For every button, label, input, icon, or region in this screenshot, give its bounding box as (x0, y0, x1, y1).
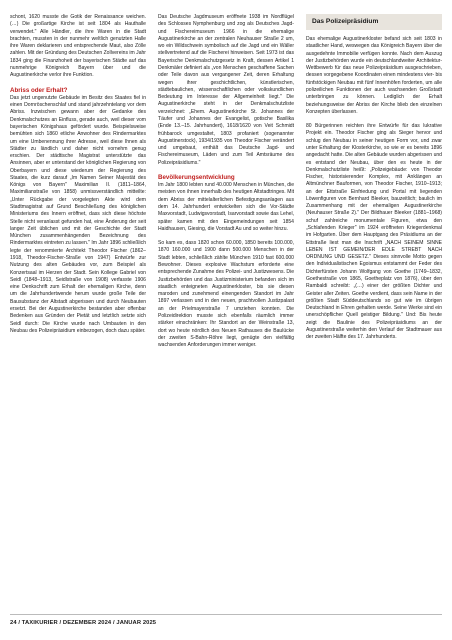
section-heading-bevoelkerung: Bevölkerungsentwicklung (158, 173, 235, 181)
box-title-polizeipraesidium: Das Polizeipräsidium (306, 14, 442, 30)
page-footer: 24 / TAXIKURIER / DEZEMBER 2024 / JANUAR 2025 (10, 620, 157, 626)
paragraph: Das ehemalige Augustinerkloster befand sich seit 1803 in staatlicher Hand, weswegen das Königreich Bayern über die ausgedehnte Immobilie verfügen konnte. Nach dem Auszug der Justizbehörden wurde ein deutschlandweiter Architektur-Wettbewerb für das neue Polizeipräsidium ausgeschrieben, dessen vorgegebene Koordinaten einen mindestens vier- bis fünfstöckigen Neubau mit fünf Innenhöfen forderten, um alle polizeilichen Funktionen der auch wachsenden Großstadt unterbringen zu können. Lediglich der Erhalt beziehungsweise der Abriss der Kirche blieb den einzelnen Konzepten überlassen. (306, 36, 442, 115)
paragraph: Das jetzt ungenutzte Gebäude im Besitz des Staates fiel in einen Dornröschenschlaf und stand jahrzehntelang vor dem Abriss. Inzwischen gewann aber der Gedanke des Denkmalschutzes an Einfluss, gerade auch, weil dieser vom bayerischen Königshaus gefördert wurde. Beispielsweise bemühten sich 1860 etliche Anwohner des Rindermarktes um eine Umbenennung ihrer Adresse, weil diese Ihnen als Städter zu ländlich und daher nicht vornehm genug erschien. Der städtische Magistrat unterstützte das Ansinnen, aber er unterstand der königlichen Regierung von Oberbayern und diese wiederum der Regierung des Staates, die kurz darauf „Im Namen Seiner Majestät des Königs von Bayern" Maximilian II. (1811–1864, Maximilianstraße von 1858) unmissverständlich mitteilte: „Unter Rückgabe der vorgelegten Akte wird dem Stadtmagistrat auf Grund Beschließung des königlichen Ministeriums des Innern eröffnet, dass sich diese höchste Stelle nicht veranlasst gefunden hat, eine Änderung der seit langer Zeit üblichen und mit der Geschichte der Stadt München zusammenhängenden Bezeichnung des Rindermarktes eintreten zu lassen." Im Jahr 1896 schließlich legte der renommierte Architekt Theodor Fischer (1862–1918, Theodor-Fischer-Straße von 1947) Entwürfe zur Nutzung des alten Gebäudes vor, zum Beispiel als Konzertsaal im Herzen der Stadt. Sein Kollege Gabriel von Seidl (1848–1913, Seidlstraße von 1908) verfasste 1906 eine Denkschrift zum Erhalt der ehemaligen Kirche, denn um die Jahrhundertwende herum wurde große Teile der Bausubstanz der Altstadt abgerissen und durch Neubauten ersetzt. Bei der Augustinerkirche bestanden aber offenbar Bedenken aus Gründen der Pietät und letztlich setzte sich Seidl durch: Die Kirche wurde nach Umbauten in den Neubau des Polizeipräsidium einbezogen, doch dazu später. (10, 94, 146, 334)
column-middle (158, 14, 294, 349)
column-left (10, 14, 146, 335)
paragraph: So kam es, dass 1820 schon 60.000, 1850 bereits 100.000, 1870 160.000 und 1900 dann 500.000 Menschen in der Stadt lebten, schließlich zählte München 1910 fast 600.000 Bewohner. Dieses explosive Wachstum erforderte eine entsprechende Zunahme des Polizei- und Justizwesens. Die Justizbehörden und das Justizministerium befanden sich im staatlich enteigneten Augustinerkloster, bis sie diesen maroden und zunehmend einengenden Standort im Jahr 1897 verlassen und in den neuen, prachtvollen Justizpalast an der Prielmayerstraße 7 umziehen konnten. Die Polizeidirektion musste sich ebenfalls räumlich immer stärker einschränken: Ihr Standort an der Weinstraße 13, dort wo heute nördlich des Neuen Rathauses die Baulücke der zweiten S-Bahn-Röhre liegt, genügte den vielfältig wachsenden Anforderungen immer weniger. (158, 240, 294, 349)
footer-divider (10, 614, 442, 615)
paragraph: Im Jahr 1800 lebten rund 40.000 Menschen in München, die meisten von ihnen innerhalb des heutigen Altstadtringes. Mit dem Abriss der mittelalterlichen Befestigungsanlagen aus dem 14. Jahrhundert entwickelten sich die Vor-Städte Maxvorstadt, Ludwigsvorstadt, Isarvorstadt sowie das Lehel, später kamen mit den Eingemeindungen seit 1854 Haidhausen, Giesing, die Vorstadt Au und so weiter hinzu. (158, 182, 294, 232)
column-right (306, 14, 442, 342)
paragraph: Das Deutsche Jagdmuseum eröffnete 1938 im Nordflügel des Schlosses Nymphenburg und zog als Deutsches Jagd- und Fischereimuseum 1966 in die ehemalige Augustinerkirche an der zentralen Neuhauser Straße 2 um, wo ein Wildschwein symbolisch auf die Jagd und ein Wäller stellvertretend auf die Fischerei hinweisen. Seit 1973 ist das Bayerische Denkmalschutzgesetz in Kraft, dessen Artikel 1 Denkmäler definiert als „von Menschen geschaffene Sachen oder Teile davon aus vergangener Zeit, deren Erhaltung wegen ihrer geschichtlichen, künstlerischen, städtebaulichen, wissenschaftlichen oder volkskundlichen Bedeutung im Interesse der Allgemeinheit liegt." Die Augustinerkirche steht in der Denkmalschutzliste verzeichnet: „Ehem. Augustinerkirche St. Johannes der Täufer und Johannes der Evangelist, gotische Basilika (Ende 13.–15. Jahrhundert), 1618/1620 von Veit Schmidt frühbarock umgestaltet, 1803 profaniert (sogenannter Augustinerstock), 1934/1935 von Theodor Fischer verändert und umgebaut, enthält das Deutsche Jagd- und Fischereimuseum, Läden und zum Teil Amtsräume des Polizeipräsidiums." (158, 14, 294, 166)
paragraph: 80 Bürgerinnen reichten ihre Entwürfe für das lukrative Projekt ein. Theodor Fischer ging als Sieger hervor und schlug den Neubau in seiner heutigen Form vor, und zwar unter Erhaltung der Klosterkirche, so wie er es bereits 1896 angedacht hatte. Die alten Gebäude wurden abgerissen und es entstand der Neubau, über den es heute in der Denkmalschutzliste heißt: „Polizeigebäude: von Theodor Fischer, historisierender Komplex, mit Anklängen an Altmünchner Bauformen, von Theodor Fischer, 1910–1913; an der Ettstraße Einfriedung und Portal mit liegenden Löwenfiguren von Bernhard Bleeker, bauzeitlich; baulich im Zusammenhang mit der ehemaligen Augustinerkirche (Neuhauser Straße 2)." Der Bildhauer Bleeker (1881–1968) schuf zahlreiche monumentale Figuren, etwa den „Schlafenden Krieger" im 1924 eröffneten Kriegerdenkmal im Hofgarten. Über dem Hauptgang des Präsidiums an der Ettstraße liest man die Inschrift „NACH SEINEM SINNE LEBEN IST GEMEIN/DER EDLE STREBT NACH ORDNUNG UND GESETZ." Dieses sinnvolle Motto gegen den Individualistischen Egoismus entstammt der Feder des Dichterfürsten Johann Wolfgang von Goethe (1749–1832, Goethestraße von 1865, Goetheplatz von 1876), über den Rambaldi schreibt: „(…) einer der größten Dichter und Geister aller Zeiten. Goethe verdient, dass sein Name in der größten Stadt Süddeutschlands so gut wie im übrigen Deutschland in Ehren gehalten werde. Seine Werke sind ein unerschöpflicher Quell geistiger Bildung." Und: Bis heute zeigt die Baulinie des Polizeipräsidiums an der Augustinerstraße weiterhin den Verlauf der Stadtmauer aus der zweiten Hälfte des 17. Jahrhunderts. (306, 123, 442, 341)
paragraph: schont, 1620 musste die Gotik der Renaissance weichen. (…) Die großartige Kirche ist seit 1804 als Hauthalle verwendet." Alle Händler, die ihre Waren in die Stadt brachten, mussten in der nunmehr weltlich genutzten Halle ihre Waren deklarieren und entsprechende Maut, also Zölle zahlen. Mit der Gründung des Deutschen Zollvereins im Jahr 1834 ging die Finanzhoheit der bayerischen Städte auf das nunmehrige Königreich Bayern über und die Augustinerkirche verlor ihre Funktion. (10, 14, 146, 79)
section-heading-abriss: Abriss oder Erhalt? (10, 86, 68, 94)
